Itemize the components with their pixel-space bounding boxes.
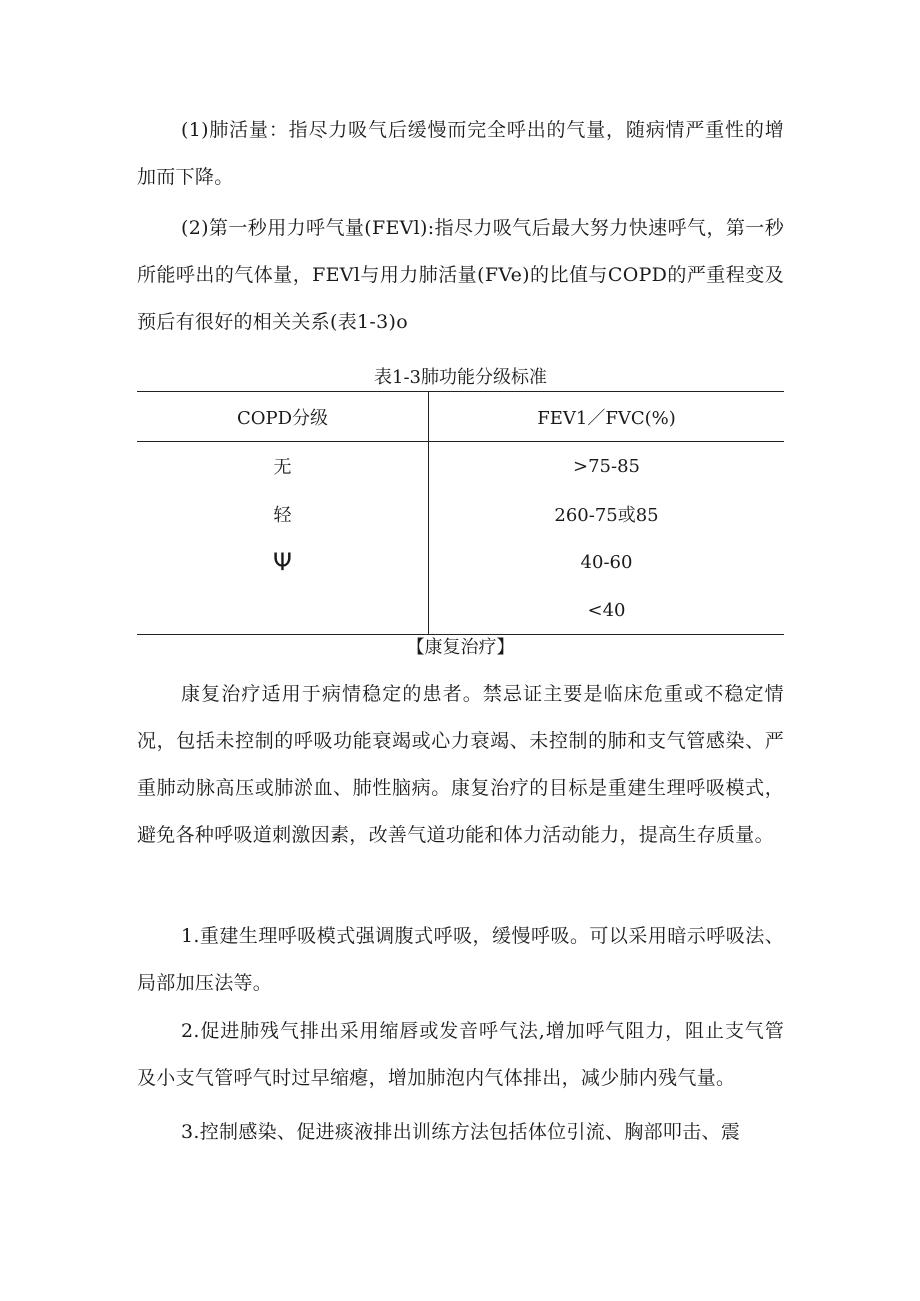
- table-header-row: [137, 392, 784, 442]
- table-row: [137, 442, 784, 491]
- ratio-cell: 260-75或85: [554, 505, 659, 526]
- header-fev1-fvc: FEV1／FVC(%): [429, 392, 785, 442]
- grade-cell: [137, 586, 429, 635]
- table-row: [137, 586, 784, 635]
- ratio-cell: 40-60: [580, 551, 633, 573]
- paragraph-vital-capacity: (1)肺活量：指尽力吸气后缓慢而完全呼出的气量，随病情严重性的增加而下降。: [137, 119, 784, 188]
- table-row: [137, 538, 784, 586]
- grade-cell: Ψ: [137, 538, 429, 586]
- table-caption: 表1-3肺功能分级标准: [374, 367, 547, 388]
- section-heading-rehab: 【康复治疗】: [406, 637, 515, 658]
- grade-cell: 轻: [137, 490, 429, 538]
- paragraph-fev1: (2)第一秒用力呼气量(FEVl):指尽力吸气后最大努力快速呼气，第一秒所能呼出的气体量，FEVl与用力肺活量(FVe)的比值与COPD的严重程变及预后有很好的相关关系(表1-3)o: [137, 217, 784, 333]
- lung-function-grade-table: [137, 391, 784, 635]
- paragraph-item-1: 1.重建生理呼吸模式强调腹式呼吸，缓慢呼吸。可以采用暗示呼吸法、局部加压法等。: [137, 925, 784, 994]
- table-row: [137, 490, 784, 538]
- paragraph-item-2: 2.促进肺残气排出采用缩唇或发音呼气法,增加呼气阻力，阻止支气管及小支气管呼气时过早缩瘪，增加肺泡内气体排出，减少肺内残气量。: [137, 1020, 784, 1089]
- header-copd-grade: COPD分级: [137, 392, 429, 442]
- grade-cell: 无: [137, 442, 429, 491]
- paragraph-item-3: 3.控制感染、促进痰液排出训练方法包括体位引流、胸部叩击、震: [181, 1121, 741, 1143]
- ratio-cell: <40: [429, 586, 785, 635]
- ratio-cell: >75-85: [573, 455, 640, 477]
- paragraph-rehab-intro: 康复治疗适用于病情稳定的患者。禁忌证主要是临床危重或不稳定情况，包括未控制的呼吸功能衰竭或心力衰竭、未控制的肺和支气管感染、严重肺动脉高压或肺淤血、肺性脑病。康复治疗的目标是重建生理呼吸模式，避免各种呼吸道刺激因素，改善气道功能和体力活动能力，提高生存质量。: [137, 683, 784, 846]
